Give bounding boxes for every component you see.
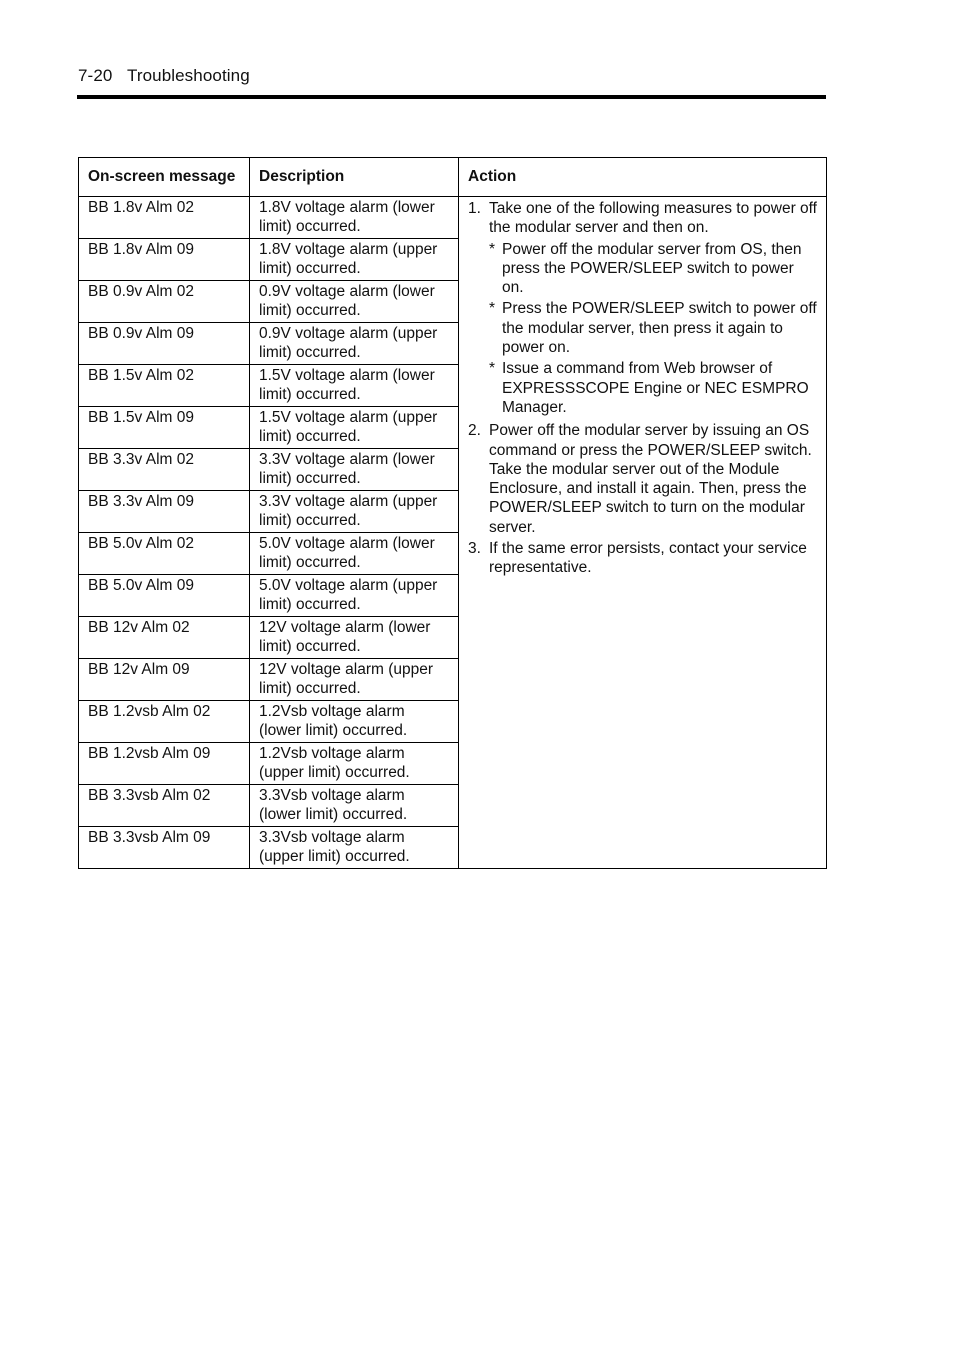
description-cell: 1.5V voltage alarm (upper limit) occurred. [250,407,459,449]
table-row [79,197,827,239]
message-cell: BB 12v Alm 02 [79,617,250,659]
measure-item [489,299,818,357]
description-cell: 12V voltage alarm (upper limit) occurred. [250,659,459,701]
message-cell: BB 3.3v Alm 02 [79,449,250,491]
step-text: If the same error persists, contact your service representative. [489,540,807,577]
action-step-1 [468,199,818,419]
bullet-marker: * [489,240,496,258]
description-cell: 0.9V voltage alarm (lower limit) occurred. [250,281,459,323]
description-cell: 3.3V voltage alarm (lower limit) occurred. [250,449,459,491]
description-cell: 1.2Vsb voltage alarm (lower limit) occurred. [250,701,459,743]
description-cell: 3.3Vsb voltage alarm (upper limit) occurred. [250,827,459,869]
description-cell: 0.9V voltage alarm (upper limit) occurred. [250,323,459,365]
message-cell: BB 5.0v Alm 09 [79,575,250,617]
section-title: Troubleshooting [126,66,250,85]
description-cell: 5.0V voltage alarm (lower limit) occurred. [250,533,459,575]
message-cell: BB 1.8v Alm 09 [79,239,250,281]
step-number: 3. [468,540,481,558]
message-cell: BB 12v Alm 09 [79,659,250,701]
message-cell: BB 1.5v Alm 09 [79,407,250,449]
step-1-measures [489,240,818,418]
message-cell: BB 3.3vsb Alm 09 [79,827,250,869]
step-number: 1. [468,200,481,217]
measure-text: Issue a command from Web browser of EXPRESSSCOPE Engine or NEC ESMPRO Manager. [502,360,809,416]
message-cell: BB 3.3vsb Alm 02 [79,785,250,827]
measure-item [489,240,818,298]
step-text: Take one of the following measures to power off the modular server and then on. [489,200,817,237]
measure-text: Press the POWER/SLEEP switch to power off the modular server, then press it again to power on. [502,300,817,357]
column-header-action: Action [459,158,827,197]
action-step-3 [468,539,818,578]
measure-item [489,359,818,417]
error-message-table [78,157,827,869]
message-cell: BB 3.3v Alm 09 [79,491,250,533]
page-header [78,66,250,86]
page-number: 7-20 [78,66,113,85]
message-cell: BB 1.2vsb Alm 09 [79,743,250,785]
message-cell: BB 1.2vsb Alm 02 [79,701,250,743]
bullet-marker: * [489,360,496,378]
description-cell: 1.8V voltage alarm (upper limit) occurred. [250,239,459,281]
bullet-marker: * [489,300,496,318]
description-cell: 1.8V voltage alarm (lower limit) occurred. [250,197,459,239]
description-cell: 5.0V voltage alarm (upper limit) occurred. [250,575,459,617]
step-text: Power off the modular server by issuing an OS command or press the POWER/SLEEP switch. Take the modular server out of the Module Enclosure, and install it again. Then, press the POWER/SLEEP switch to turn on the modular server. [489,422,812,536]
table-header-row [79,158,827,197]
step-number: 2. [468,422,481,440]
message-cell: BB 0.9v Alm 02 [79,281,250,323]
message-cell: BB 1.8v Alm 02 [79,197,250,239]
column-header-message: On-screen message [79,158,250,197]
action-steps [468,199,818,578]
header-rule [77,95,826,99]
description-cell: 3.3Vsb voltage alarm (lower limit) occurred. [250,785,459,827]
message-cell: BB 0.9v Alm 09 [79,323,250,365]
measure-text: Power off the modular server from OS, then press the POWER/SLEEP switch to power on. [502,240,802,297]
description-cell: 1.2Vsb voltage alarm (upper limit) occurred. [250,743,459,785]
action-cell [459,197,827,869]
action-step-2 [468,421,818,537]
description-cell: 3.3V voltage alarm (upper limit) occurred. [250,491,459,533]
description-cell: 12V voltage alarm (lower limit) occurred. [250,617,459,659]
message-cell: BB 5.0v Alm 02 [79,533,250,575]
message-cell: BB 1.5v Alm 02 [79,365,250,407]
column-header-description: Description [250,158,459,197]
description-cell: 1.5V voltage alarm (lower limit) occurred. [250,365,459,407]
